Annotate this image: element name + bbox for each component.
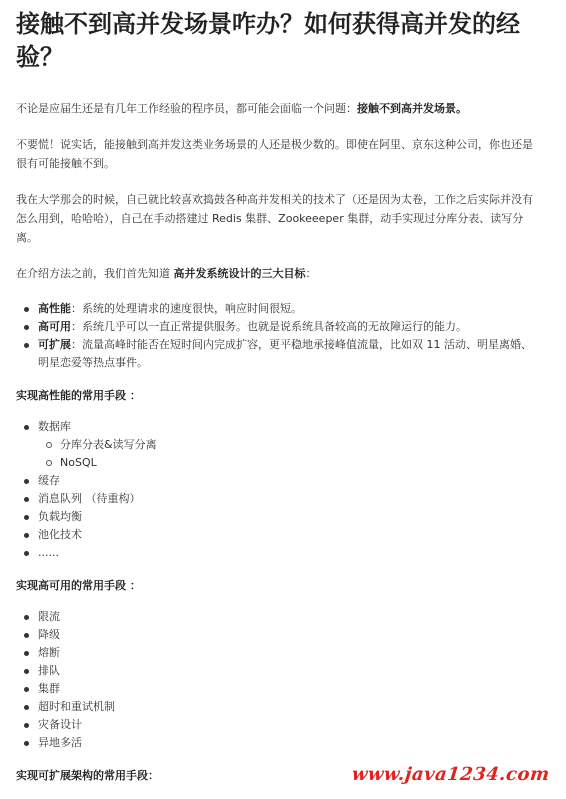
bullet-icon xyxy=(24,669,29,674)
list-item-label: 异地多活 xyxy=(38,736,82,749)
bullet-icon xyxy=(24,479,29,484)
goal-term: 高可用 xyxy=(38,320,71,333)
list-item-label: 缓存 xyxy=(38,474,60,487)
goal-item-scalability xyxy=(38,336,536,372)
list-item xyxy=(38,662,536,680)
avail-list xyxy=(16,608,536,752)
bullet-icon xyxy=(24,425,29,430)
list-item xyxy=(38,608,536,626)
db-sublist xyxy=(38,436,536,472)
bullet-icon xyxy=(24,651,29,656)
list-item-label: 消息队列 （待重构） xyxy=(38,492,141,505)
goal-desc: ：系统的处理请求的速度很快，响应时间很短。 xyxy=(71,302,302,315)
intro-emphasis: 接触不到高并发场景。 xyxy=(357,102,467,115)
goals-intro-suffix: ： xyxy=(305,267,317,280)
goal-desc: ：系统几乎可以一直正常提供服务。也就是说系统具备较高的无故障运行的能力。 xyxy=(71,320,467,333)
intro-text: 不论是应届生还是有几年工作经验的程序员，都可能会面临一个问题： xyxy=(16,102,357,115)
goals-intro-emphasis: 高并发系统设计的三大目标 xyxy=(173,267,306,280)
list-item xyxy=(38,472,536,490)
list-item xyxy=(38,716,536,734)
list-item xyxy=(38,526,536,544)
bullet-icon xyxy=(24,551,29,556)
goal-item-availability xyxy=(38,318,536,336)
reassure-paragraph: 不要慌！说实话，能接触到高并发这类业务场景的人还是极少数的。即使在阿里、京东这种公司，你也还是很有可能接触不到。 xyxy=(16,138,533,170)
list-item-label: 限流 xyxy=(38,610,60,623)
bullet-icon xyxy=(24,687,29,692)
scale-heading: 实现可扩展架构的常用手段： xyxy=(16,769,159,782)
intro-paragraph xyxy=(16,99,536,118)
bullet-icon xyxy=(24,633,29,638)
goal-term: 高性能 xyxy=(38,302,71,315)
bullet-icon xyxy=(24,497,29,502)
article-title: 接触不到高并发场景咋办？如何获得高并发的经验？ xyxy=(16,10,520,71)
list-item xyxy=(38,508,536,526)
list-item-label: 灾备设计 xyxy=(38,718,82,731)
perf-heading: 实现高性能的常用手段 ： xyxy=(16,389,141,402)
goals-intro-paragraph xyxy=(16,264,536,283)
list-item xyxy=(38,644,536,662)
goals-list xyxy=(16,300,536,372)
bullet-icon xyxy=(24,515,29,520)
list-item-label: 集群 xyxy=(38,682,60,695)
goals-intro-text: 在介绍方法之前，我们首先知道 xyxy=(16,267,174,280)
list-item-label: 负载均衡 xyxy=(38,510,82,523)
perf-list xyxy=(16,418,536,562)
list-item xyxy=(38,418,536,472)
list-item xyxy=(38,626,536,644)
hollow-bullet-icon xyxy=(46,442,52,448)
bullet-icon xyxy=(24,705,29,710)
goal-term: 可扩展 xyxy=(38,338,71,351)
bullet-icon xyxy=(24,533,29,538)
list-item xyxy=(38,490,536,508)
avail-heading: 实现高可用的常用手段 ： xyxy=(16,579,141,592)
bullet-icon xyxy=(24,723,29,728)
watermark-logo: www.java1234.com xyxy=(351,764,552,785)
experience-paragraph: 我在大学那会的时候，自己就比较喜欢捣鼓各种高并发相关的技术了（还是因为太卷，工作之后实际并没有怎么用到，哈哈哈），自己在手动搭建过 Redis 集群、Zookeeeper 集群，动手实现过分库分表、读写分离。 xyxy=(16,193,533,244)
list-item xyxy=(38,680,536,698)
list-item xyxy=(38,698,536,716)
list-item-label: 熔断 xyxy=(38,646,60,659)
goal-desc: ：流量高峰时能否在短时间内完成扩容，更平稳地承接峰值流量，比如双 11 活动、明星离婚、明星恋爱等热点事件。 xyxy=(38,338,532,369)
sub-list-item xyxy=(60,454,536,472)
article xyxy=(16,0,536,785)
sub-list-item-label: 分库分表&读写分离 xyxy=(60,438,157,451)
goal-item-performance xyxy=(38,300,536,318)
hollow-bullet-icon xyxy=(46,460,52,466)
list-item xyxy=(38,734,536,752)
list-item-label: 降级 xyxy=(38,628,60,641)
list-item-label: 池化技术 xyxy=(38,528,82,541)
sub-list-item-label: NoSQL xyxy=(60,456,97,469)
list-item-label: 超时和重试机制 xyxy=(38,700,115,713)
sub-list-item xyxy=(60,436,536,454)
list-item-label: 排队 xyxy=(38,664,60,677)
bullet-icon xyxy=(24,741,29,746)
list-item-label: 数据库 xyxy=(38,420,71,433)
bullet-icon xyxy=(24,615,29,620)
list-item xyxy=(38,544,536,562)
list-item-label: ...... xyxy=(38,546,59,559)
